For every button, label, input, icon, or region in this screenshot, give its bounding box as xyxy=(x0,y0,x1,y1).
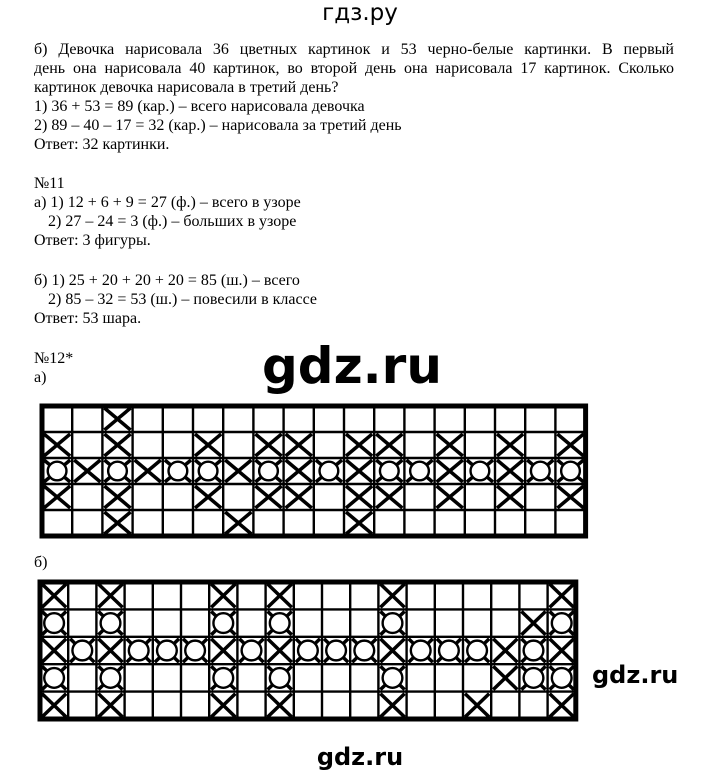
cross-mark xyxy=(268,584,292,607)
circle-cross-mark xyxy=(521,666,545,689)
cross-mark xyxy=(497,434,523,456)
cross-mark xyxy=(557,434,583,456)
circle-cross-mark xyxy=(44,460,70,482)
circle-cross-mark xyxy=(183,639,207,662)
task-11-b-step: 2) 85 – 32 = 53 (ш.) – повесили в классе xyxy=(48,291,317,308)
circle-cross-mark xyxy=(255,460,281,482)
cross-mark xyxy=(98,694,122,717)
circle-cross-mark xyxy=(376,460,402,482)
watermark-center: gdz.ru xyxy=(262,337,442,395)
circle-cross-mark xyxy=(239,639,263,662)
cross-mark xyxy=(437,486,463,508)
cross-mark xyxy=(42,584,66,607)
cross-mark xyxy=(211,584,235,607)
cross-mark xyxy=(346,460,372,482)
cross-mark xyxy=(346,512,372,534)
circle-cross-mark xyxy=(550,611,574,634)
cross-mark xyxy=(497,460,523,482)
task-11-b-step: б) 1) 25 + 20 + 20 + 20 = 85 (ш.) – всего xyxy=(34,272,300,289)
circle-cross-mark xyxy=(70,639,94,662)
cross-mark xyxy=(255,434,281,456)
circle-cross-mark xyxy=(42,666,66,689)
cross-mark xyxy=(550,639,574,662)
task-12-label-a: а) xyxy=(34,369,47,386)
cross-mark xyxy=(104,486,130,508)
cross-mark xyxy=(346,434,372,456)
cross-mark xyxy=(493,666,517,689)
circle-cross-mark xyxy=(550,666,574,689)
cross-mark xyxy=(268,694,292,717)
cross-mark xyxy=(74,460,100,482)
circle-cross-mark xyxy=(465,639,489,662)
cross-mark xyxy=(104,512,130,534)
pattern-grid-a xyxy=(30,392,590,552)
circle-cross-mark xyxy=(165,460,191,482)
circle-cross-mark xyxy=(127,639,151,662)
cross-mark xyxy=(195,434,221,456)
problem-b-line: б) Девочка нарисовала 36 цветных картинок и 53 черно-белые картинки. В первый xyxy=(34,41,674,58)
cross-mark xyxy=(437,434,463,456)
circle-cross-mark xyxy=(527,460,553,482)
task-12-label-b: б) xyxy=(34,554,48,571)
circle-cross-mark xyxy=(296,639,320,662)
cross-mark xyxy=(493,639,517,662)
circle-cross-mark xyxy=(557,460,583,482)
cross-mark xyxy=(211,694,235,717)
problem-b-step: 1) 36 + 53 = 89 (кар.) – всего нарисовала девочка xyxy=(34,98,365,115)
cross-mark xyxy=(550,694,574,717)
cross-mark xyxy=(286,460,312,482)
cross-mark xyxy=(437,460,463,482)
circle-cross-mark xyxy=(380,611,404,634)
cross-mark xyxy=(225,460,251,482)
circle-cross-mark xyxy=(268,611,292,634)
task-11-a-answer: Ответ: 3 фигуры. xyxy=(34,232,151,249)
problem-b-answer: Ответ: 32 картинки. xyxy=(34,136,170,153)
cross-mark xyxy=(98,584,122,607)
circle-cross-mark xyxy=(380,666,404,689)
circle-cross-mark xyxy=(104,460,130,482)
task-11-a-step: 2) 27 – 24 = 3 (ф.) – больших в узоре xyxy=(48,213,297,230)
circle-cross-mark xyxy=(268,666,292,689)
cross-mark xyxy=(376,486,402,508)
cross-mark xyxy=(104,434,130,456)
cross-mark xyxy=(557,486,583,508)
cross-mark xyxy=(376,434,402,456)
cross-mark xyxy=(255,486,281,508)
task-12-number: №12* xyxy=(34,350,74,367)
cross-mark xyxy=(195,486,221,508)
cross-mark xyxy=(346,486,372,508)
cross-mark xyxy=(380,584,404,607)
cross-mark xyxy=(135,460,161,482)
circle-cross-mark xyxy=(211,611,235,634)
circle-cross-mark xyxy=(324,639,348,662)
task-11-a-step: а) 1) 12 + 6 + 9 = 27 (ф.) – всего в узоре xyxy=(34,194,301,211)
circle-cross-mark xyxy=(409,639,433,662)
cross-mark xyxy=(286,434,312,456)
cross-mark xyxy=(44,486,70,508)
cross-mark xyxy=(550,584,574,607)
circle-cross-mark xyxy=(521,639,545,662)
problem-b-line: день она нарисовала 40 картинок, во второй день она нарисовала 17 картинок. Сколько xyxy=(34,60,674,77)
task-11-b-answer: Ответ: 53 шара. xyxy=(34,310,142,327)
circle-cross-mark xyxy=(98,666,122,689)
cross-mark xyxy=(211,639,235,662)
cross-mark xyxy=(98,639,122,662)
circle-cross-mark xyxy=(42,611,66,634)
cross-mark xyxy=(44,434,70,456)
cross-mark xyxy=(104,408,130,430)
task-11-number: №11 xyxy=(34,175,65,192)
cross-mark xyxy=(286,486,312,508)
problem-b-text xyxy=(34,40,674,154)
circle-cross-mark xyxy=(352,639,376,662)
site-header: гдз.ру xyxy=(322,0,398,26)
circle-cross-mark xyxy=(211,666,235,689)
circle-cross-mark xyxy=(406,460,432,482)
task-11-b xyxy=(34,271,674,328)
circle-cross-mark xyxy=(467,460,493,482)
cross-mark xyxy=(268,639,292,662)
cross-mark xyxy=(380,639,404,662)
task-11 xyxy=(34,174,674,250)
watermark-bottom: gdz.ru xyxy=(316,743,404,771)
circle-cross-mark xyxy=(437,639,461,662)
cross-mark xyxy=(380,694,404,717)
problem-b-line: картинок девочка нарисовала в третий день? xyxy=(34,79,339,96)
cross-mark xyxy=(225,512,251,534)
circle-cross-mark xyxy=(155,639,179,662)
pattern-grid-b xyxy=(30,572,590,732)
circle-cross-mark xyxy=(316,460,342,482)
cross-mark xyxy=(42,694,66,717)
watermark-side: gdz.ru xyxy=(592,661,679,689)
circle-cross-mark xyxy=(98,611,122,634)
cross-mark xyxy=(42,639,66,662)
problem-b-step: 2) 89 – 40 – 17 = 32 (кар.) – нарисовала за третий день xyxy=(34,117,402,134)
cross-mark xyxy=(521,611,545,634)
circle-cross-mark xyxy=(195,460,221,482)
cross-mark xyxy=(497,486,523,508)
cross-mark xyxy=(465,694,489,717)
